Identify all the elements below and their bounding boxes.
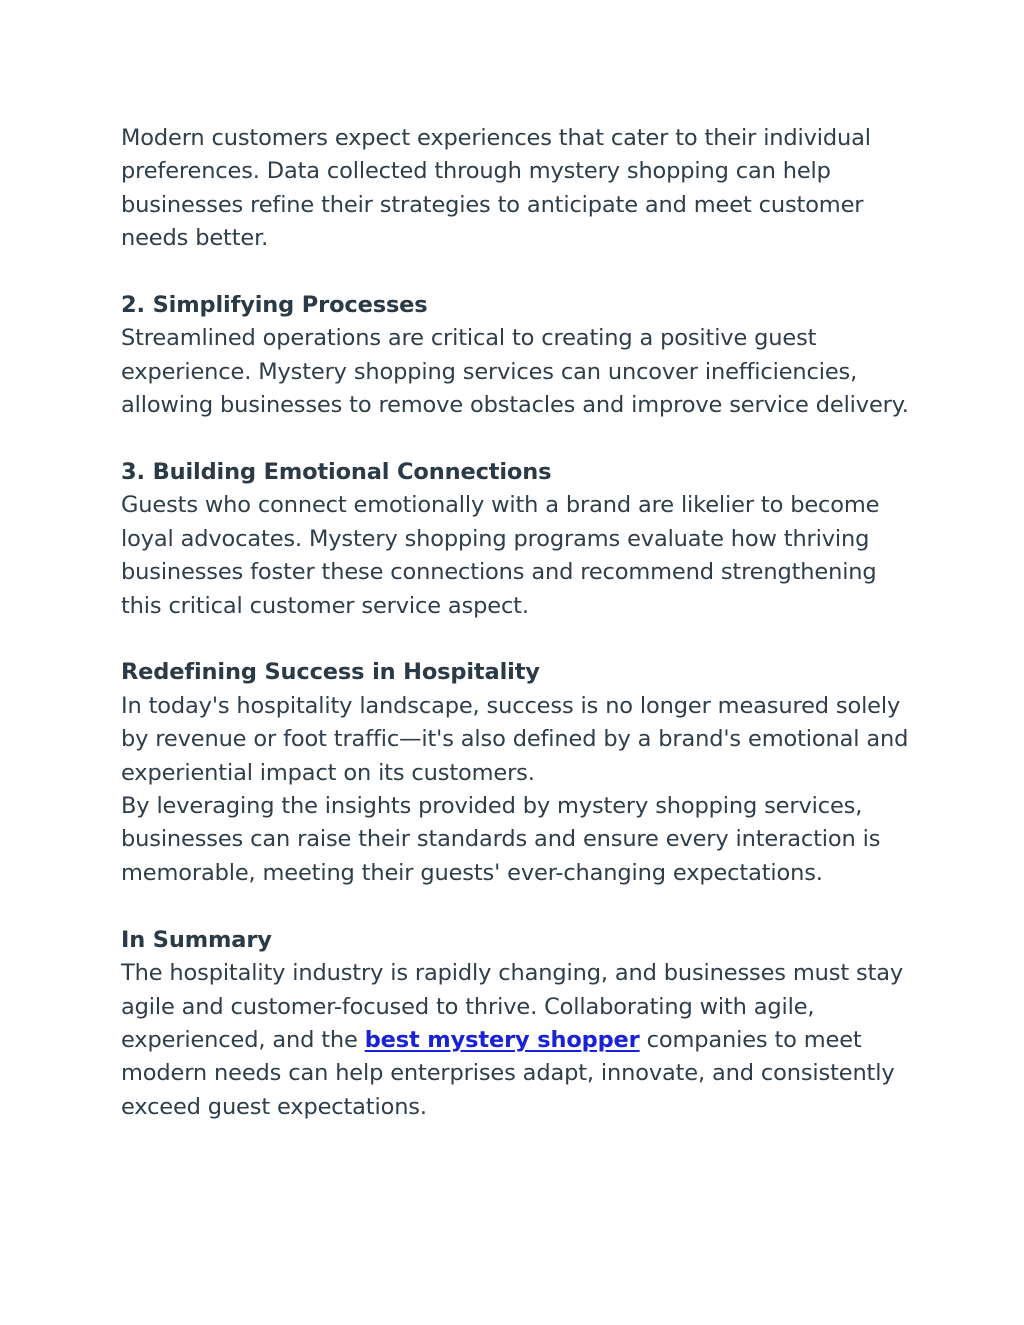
section-redefining-success (121, 656, 911, 890)
section-line: agile and customer-focused to thrive. Collaborating with agile, (121, 993, 815, 1020)
best-mystery-shopper-link[interactable]: best mystery shopper (364, 1026, 640, 1053)
section-line: experience. Mystery shopping services can uncover inefficiencies, (121, 358, 858, 385)
spacer (121, 423, 911, 456)
section-line: loyal advocates. Mystery shopping programs evaluate how thriving (121, 525, 870, 552)
section-in-summary (121, 924, 911, 1124)
section-line: by revenue or foot traffic—it's also defined by a brand's emotional and (121, 726, 909, 753)
section-line: In today's hospitality landscape, success is no longer measured solely (121, 692, 901, 719)
section-line: exceed guest expectations. (121, 1093, 427, 1120)
section-line: this critical customer service aspect. (121, 592, 529, 619)
section-line-with-link (121, 1024, 911, 1057)
section-line: Guests who connect emotionally with a brand are likelier to become (121, 492, 880, 519)
section-line: The hospitality industry is rapidly changing, and businesses must stay (121, 960, 904, 987)
intro-line: businesses refine their strategies to anticipate and meet customer (121, 191, 864, 218)
section-emotional-connections (121, 456, 911, 623)
section-line: By leveraging the insights provided by mystery shopping services, (121, 793, 863, 820)
section-heading: In Summary (121, 926, 272, 953)
section-line: Streamlined operations are critical to creating a positive guest (121, 325, 817, 352)
section-simplifying-processes (121, 289, 911, 423)
section-heading: 2. Simplifying Processes (121, 292, 428, 319)
section-line: memorable, meeting their guests' ever-changing expectations. (121, 859, 823, 886)
link-suffix-text: companies to meet (639, 1026, 862, 1053)
intro-paragraph (121, 122, 911, 256)
spacer (121, 623, 911, 656)
link-prefix-text: experienced, and the (121, 1026, 365, 1053)
spacer (121, 890, 911, 923)
document-page (121, 122, 911, 1124)
intro-line: needs better. (121, 225, 269, 252)
section-line: experiential impact on its customers. (121, 759, 535, 786)
section-heading: 3. Building Emotional Connections (121, 459, 552, 486)
section-line: businesses can raise their standards and ensure every interaction is (121, 826, 881, 853)
intro-line: preferences. Data collected through mystery shopping can help (121, 158, 831, 185)
section-line: allowing businesses to remove obstacles and improve service delivery. (121, 392, 909, 419)
section-heading: Redefining Success in Hospitality (121, 659, 540, 686)
intro-line: Modern customers expect experiences that cater to their individual (121, 125, 871, 151)
spacer (121, 256, 911, 289)
section-line: modern needs can help enterprises adapt, innovate, and consistently (121, 1060, 895, 1087)
section-line: businesses foster these connections and recommend strengthening (121, 559, 877, 586)
